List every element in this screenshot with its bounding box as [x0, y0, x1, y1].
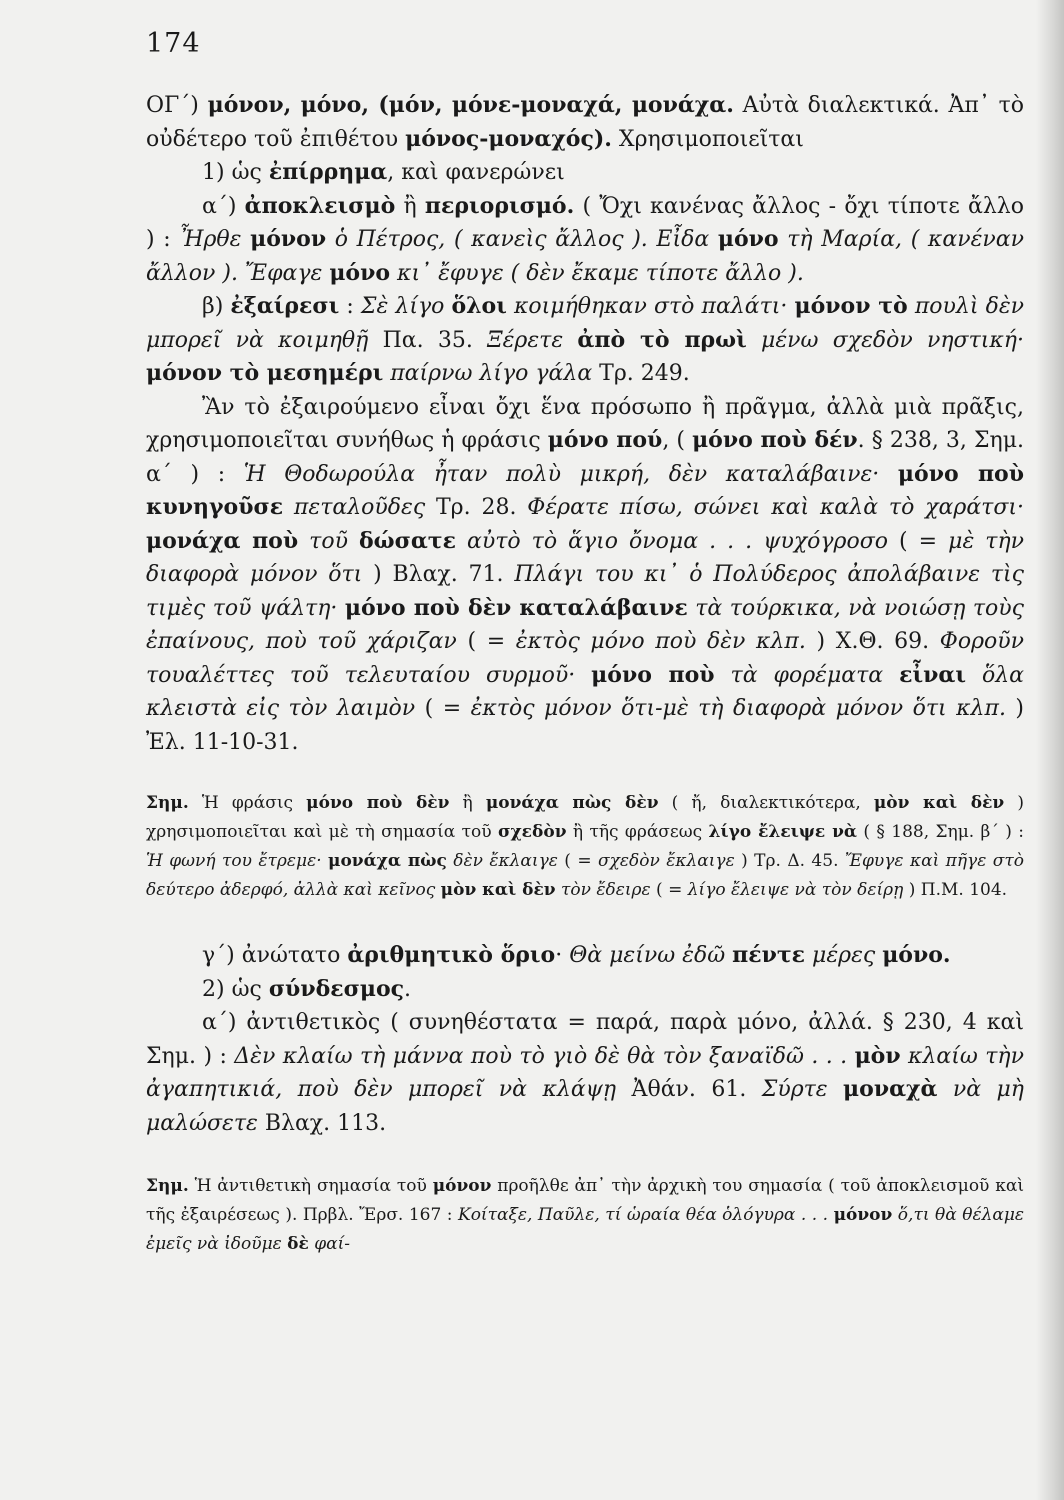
text-run: Ἡ ἀντιθετικὴ σημασία τοῦ — [188, 1176, 433, 1196]
text-run: ) Τρ. Δ. 45. — [734, 851, 845, 871]
paragraph-note-1 — [146, 789, 1024, 905]
italic-example: Ἡ Θοδωρούλα ἦταν πολὺ μικρή, δὲν καταλάβαινε· — [243, 461, 898, 487]
paragraph-use-1-c — [146, 939, 1024, 973]
text-run: Ἂν τὸ ἐξαιρούμενο εἶναι ὄχι ἕνα πρόσωπο ἢ πρᾶγμα, ἀλλὰ μιὰ πρᾶξις, χρησιμοποιεῖται συνήθως ἡ φράσις — [146, 394, 1024, 453]
paragraph-use-2 — [146, 973, 1024, 1007]
text-run: Χρησιμοποιεῖται — [611, 126, 804, 152]
italic-example: κι᾽ ἔφυγε ( δὲν ἔκαμε τίποτε ἄλλο ). — [390, 260, 804, 286]
italic-example: Κοίταξε, Παῦλε, τί ὡραία θέα ὁλόγυρα . . . — [458, 1205, 834, 1225]
text-run: 2) ὡς — [202, 976, 269, 1002]
text-run: ( ἤ, διαλεκτικότερα, — [658, 793, 874, 813]
italic-example: σχεδὸν ἔκλαιγε — [597, 851, 735, 871]
italic-example: τὰ τούρκικα, νὰ νοιώσῃ τοὺς ἐπαίνους, ποὺ τοῦ χάριζαν — [146, 595, 1024, 654]
text-run: ) Ἐλ. 11-10-31. — [146, 696, 1024, 755]
italic-example: ἐκτὸς μόνον ὅτι-μὲ τὴ διαφορὰ μόνον ὅτι κλπ. — [470, 696, 1006, 721]
italic-example: Δὲν κλαίω τὴ μάννα ποὺ τὸ γιὸ δὲ θὰ τὸν ξαναϊδῶ . . . — [234, 1043, 855, 1069]
italic-example: τὸν ἔδειρε — [555, 880, 651, 900]
bold-term: μὸν — [854, 1042, 901, 1069]
text-run: Ἀθάν. 61. — [616, 1077, 762, 1102]
italic-example: ὅλα κλειστὰ εἰς τὸν λαιμὸν — [146, 662, 1024, 721]
bold-term: μόνο — [717, 226, 779, 252]
text-run: ( = — [415, 696, 471, 721]
bold-term: μόνον — [432, 1176, 492, 1196]
bold-term: εἶναι — [899, 661, 966, 688]
italic-example: Ἦρθε — [179, 227, 251, 252]
italic-example: Ἔφυγε καὶ πῆγε στὸ δεύτερο ἀδερφό, ἀλλὰ καὶ κεῖνος — [146, 851, 1024, 900]
bold-term: μὸν καὶ δὲν — [873, 793, 1005, 813]
text-run: ( = — [456, 629, 516, 654]
page-number: 174 — [146, 28, 201, 59]
bold-term: ὅλοι — [451, 293, 507, 319]
bold-term: πέντε — [732, 942, 806, 968]
italic-example: Σύρτε — [761, 1077, 844, 1102]
bold-term: μόνο ποὺ κυνηγοῦσε — [146, 460, 1024, 520]
italic-example: κοιμήθηκαν στὸ παλάτι· — [506, 294, 795, 319]
text-run: προῆλθε ἀπ᾽ τὴν ἀρχικὴ του σημασία ( τοῦ ἀποκλεισμοῦ καὶ τῆς ἐξαιρέσεως ). Πρβλ. Ἔρσ. 167 : — [146, 1176, 1024, 1225]
bold-term: μόνο. — [882, 942, 951, 968]
bold-term: δὲ — [287, 1234, 309, 1254]
italic-example: ἐκτὸς μόνο ποὺ δὲν κλπ. — [515, 629, 806, 654]
italic-example: Ἡ φωνή του ἔτρεμε· — [146, 851, 329, 871]
bold-term: μόνο — [329, 259, 391, 286]
text-run: ) Π.Μ. 104. — [903, 880, 1008, 900]
text-run: ( Ὄχι κανένας ἄλλος - ὄχι τίποτε ἄλλο ) : — [146, 193, 1024, 252]
paragraph-note-2 — [146, 1172, 1024, 1259]
italic-example: λίγο ἔλειψε νὰ τὸν δείρῃ — [687, 880, 904, 900]
italic-example: παίρνω λίγο γάλα — [383, 361, 593, 386]
italic-example: αὐτὸ τὸ ἅγιο ὄνομα . . . ψυχόγροσο — [455, 528, 888, 554]
text-run: Τρ. 249. — [592, 361, 690, 386]
bold-term: μονάχα πὼς — [328, 851, 447, 871]
bold-term: ἀριθμητικὸ ὅριο — [347, 942, 556, 968]
bold-term: μόνο ποὺ — [591, 661, 715, 688]
text-run: ) χρησιμοποιεῖται καὶ μὲ τὴ σημασία τοῦ — [146, 793, 1024, 842]
italic-example: Πλάγι του κι᾽ ὁ Πολύδερος ἀπολάβαινε τὶς τιμὲς τοῦ ψάλτη· — [146, 562, 1025, 621]
text-run: · — [555, 943, 570, 968]
bold-term: μὸν καὶ δὲν — [440, 880, 556, 900]
text-run: , καὶ φανερώνει — [387, 160, 565, 185]
paragraph-use-1-a — [146, 190, 1024, 291]
italic-example: μὲ τὴν διαφορὰ μόνον ὅτι — [146, 528, 1025, 587]
italic-example: μένω σχεδὸν νηστική· — [746, 327, 1024, 353]
bold-term: ἐξαίρεσι — [230, 293, 340, 319]
paragraph-use-1-b — [146, 290, 1024, 391]
bold-term: σύνδεσμος — [268, 975, 405, 1002]
italic-example: ὁ Πέτρος, ( κανεὶς ἄλλος ). Εἶδα — [326, 227, 718, 252]
bold-term: μόνον, μόνο, (μόν, μόνε-μοναχά, μονάχα. — [207, 92, 734, 118]
text-run: ) Χ.Θ. 69. — [805, 629, 940, 654]
italic-example: δὲν ἔκλαιγε — [446, 851, 558, 871]
text-run: γ´) ἀνώτατο — [202, 943, 348, 968]
bold-term: μόνον — [833, 1205, 893, 1225]
bold-term: μονάχα ποὺ — [146, 527, 299, 554]
text-run: Βλαχ. 113. — [257, 1110, 387, 1136]
bold-term: μόνο ποὺ δέν — [692, 427, 858, 453]
italic-example: Φέρατε πίσω, σώνει καὶ καλὰ τὸ χαράτσι· — [527, 495, 1024, 520]
italic-example: πουλὶ δὲν μπορεῖ νὰ κοιμηθῇ — [146, 294, 1025, 353]
bold-term: μονάχα πὼς δὲν — [485, 793, 659, 813]
bold-term: μόνος-μοναχός). — [405, 125, 612, 152]
text-run: . § 238, 3, Σημ. α´ ) : — [146, 428, 1025, 487]
italic-example: Θὰ μείνω ἐδῶ — [569, 943, 733, 968]
bold-term: ἀποκλεισμὸ — [244, 192, 396, 219]
italic-example: τὴ Μαρία, ( κανέναν ἄλλον ). Ἔφαγε — [146, 227, 1024, 286]
text-run: ( § 188, Σημ. β´ ) : — [857, 822, 1024, 842]
bold-term: Σημ. — [146, 1176, 189, 1196]
text-run: β) — [202, 294, 231, 319]
text-run: . — [404, 976, 412, 1002]
text-run: 1) ὡς — [202, 160, 269, 185]
bold-term: μόνον τὸ μεσημέρι — [146, 360, 384, 386]
paragraph-heading — [146, 89, 1024, 156]
bold-term: ἀπὸ τὸ πρωὶ — [577, 326, 747, 353]
bold-term: μοναχὰ — [843, 1076, 938, 1102]
italic-example: Ξέρετε — [487, 327, 578, 353]
text-run: Τρ. 28. — [425, 495, 528, 520]
bold-term: μόνο ποὺ δὲν καταλάβαινε — [344, 594, 688, 621]
text-run: Πα. 35. — [368, 327, 488, 353]
text-run: ΟΓ´) — [146, 93, 208, 118]
text-run: , ( — [662, 428, 693, 453]
text-run: Αὐτὰ διαλεκτικά. Ἀπ᾽ τὸ οὐδέτερο τοῦ ἐπιθέτου — [146, 93, 1024, 152]
bold-term: δώσατε — [359, 527, 456, 554]
bold-term: περιορισμό. — [424, 192, 575, 219]
italic-example: τοῦ — [298, 528, 359, 554]
bold-term: λίγο ἔλειψε νὰ — [708, 822, 858, 842]
bold-term: Σημ. — [146, 793, 189, 813]
bold-term: μόνον τὸ — [794, 293, 908, 319]
italic-example: πεταλοῦδες — [283, 495, 426, 520]
italic-example: φαί- — [308, 1234, 351, 1254]
text-run: ( = — [557, 851, 598, 871]
page-edge-shadow — [1036, 0, 1064, 1500]
text-run: Ἡ φράσις — [188, 793, 307, 813]
text-run: ( = — [888, 528, 949, 554]
italic-example: τὰ φορέματα — [714, 662, 900, 688]
italic-example: Σὲ λίγο — [360, 294, 452, 319]
text-run: : — [339, 294, 361, 319]
text-run: ἢ τῆς φράσεως — [566, 822, 709, 842]
text-run: ἢ — [449, 793, 486, 813]
bold-term: μόνο ποὺ δὲν — [306, 793, 450, 813]
italic-example: κλαίω τὴν ἀγαπητικιά, ποὺ δὲν μπορεῖ νὰ κλάψῃ — [146, 1043, 1024, 1102]
italic-example: Φοροῦν τουαλέττες τοῦ τελευταίου συρμοῦ· — [146, 629, 1024, 688]
bold-term: σχεδὸν — [497, 822, 567, 842]
bold-term: μόνο πού — [547, 427, 663, 453]
italic-example: μέρες — [805, 943, 883, 968]
text-run: ( = — [650, 880, 688, 900]
text-run: α´) — [202, 193, 245, 219]
page-text — [146, 89, 1024, 1259]
text-run: α´) ἀντιθετικὸς ( συνηθέστατα = παρά, παρὰ μόνο, ἀλλά. § 230, 4 καὶ Σημ. ) : — [146, 1010, 1024, 1069]
bold-term: μόνον — [250, 226, 327, 252]
bold-term: ἐπίρρημα — [268, 159, 388, 185]
italic-example: νὰ μὴ μαλώσετε — [146, 1077, 1024, 1136]
paragraph-exception-phrase — [146, 391, 1024, 760]
italic-example: ὅ,τι θὰ θέλαμε ἐμεῖς νὰ ἰδοῦμε — [146, 1205, 1025, 1254]
text-run: ) Βλαχ. 71. — [362, 562, 515, 587]
paragraph-use-1 — [146, 156, 1024, 190]
text-run: ἢ — [395, 193, 425, 219]
paragraph-use-2-a — [146, 1006, 1024, 1140]
